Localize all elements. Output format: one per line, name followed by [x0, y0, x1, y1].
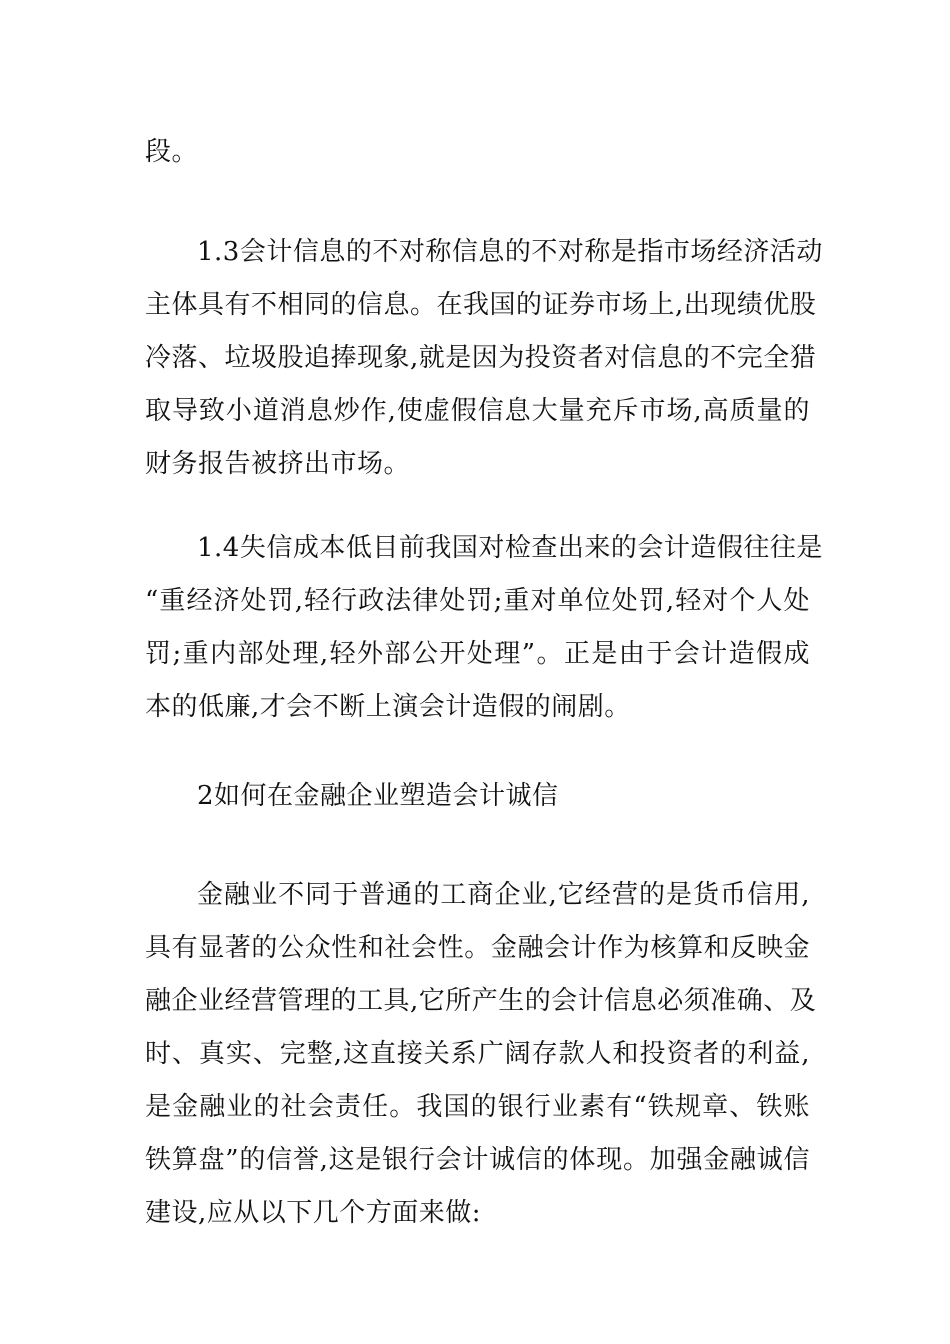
- text-line-content: 1.4失信成本低目前我国对检查出来的会计造假往往是: [197, 533, 823, 563]
- text-line: 主体具有不相同的信息。在我国的证券市场上,出现绩优股: [145, 290, 817, 320]
- paragraph-financial-industry: [145, 869, 817, 1240]
- text-line: 财务报告被挤出市场。: [145, 449, 411, 479]
- text-line: [145, 522, 823, 575]
- text-line: 罚;重内部处理,轻外部公开处理”。正是由于会计造假成: [145, 639, 810, 669]
- text-line: [145, 770, 810, 823]
- text-line: 融企业经营管理的工具,它所产生的会计信息必须准确、及: [145, 986, 817, 1016]
- text-line: 具有显著的公众性和社会性。金融会计作为核算和反映金: [145, 933, 810, 963]
- text-line: “重经济处罚,轻行政法律处罚;重对单位处罚,轻对个人处: [145, 586, 810, 616]
- paragraph-1-3: [145, 226, 823, 491]
- text-line: 时、真实、完整,这直接关系广阔存款人和投资者的利益,: [145, 1039, 810, 1069]
- text-line: 是金融业的社会责任。我国的银行业素有“铁规章、铁账: [145, 1092, 810, 1122]
- section-heading: [145, 770, 810, 823]
- text-line-content: 2如何在金融企业塑造会计诚信: [197, 781, 559, 811]
- paragraph-fragment: [145, 126, 810, 179]
- text-line: 铁算盘”的信誉,这是银行会计诚信的体现。加强金融诚信: [145, 1145, 810, 1175]
- text-line: 段。: [145, 137, 199, 167]
- text-line-content: 1.3会计信息的不对称信息的不对称是指市场经济活动: [197, 237, 823, 267]
- text-line: 冷落、垃圾股追捧现象,就是因为投资者对信息的不完全猎: [145, 343, 817, 373]
- text-line: 本的低廉,才会不断上演会计造假的闹剧。: [145, 692, 631, 722]
- text-line: 建设,应从以下几个方面来做:: [145, 1198, 482, 1228]
- paragraph-1-4: [145, 522, 823, 734]
- text-line-content: 金融业不同于普通的工商企业,它经营的是货币信用,: [197, 880, 810, 910]
- text-line: [145, 869, 810, 922]
- text-line: [145, 226, 823, 279]
- text-line: 取导致小道消息炒作,使虚假信息大量充斥市场,高质量的: [145, 396, 810, 426]
